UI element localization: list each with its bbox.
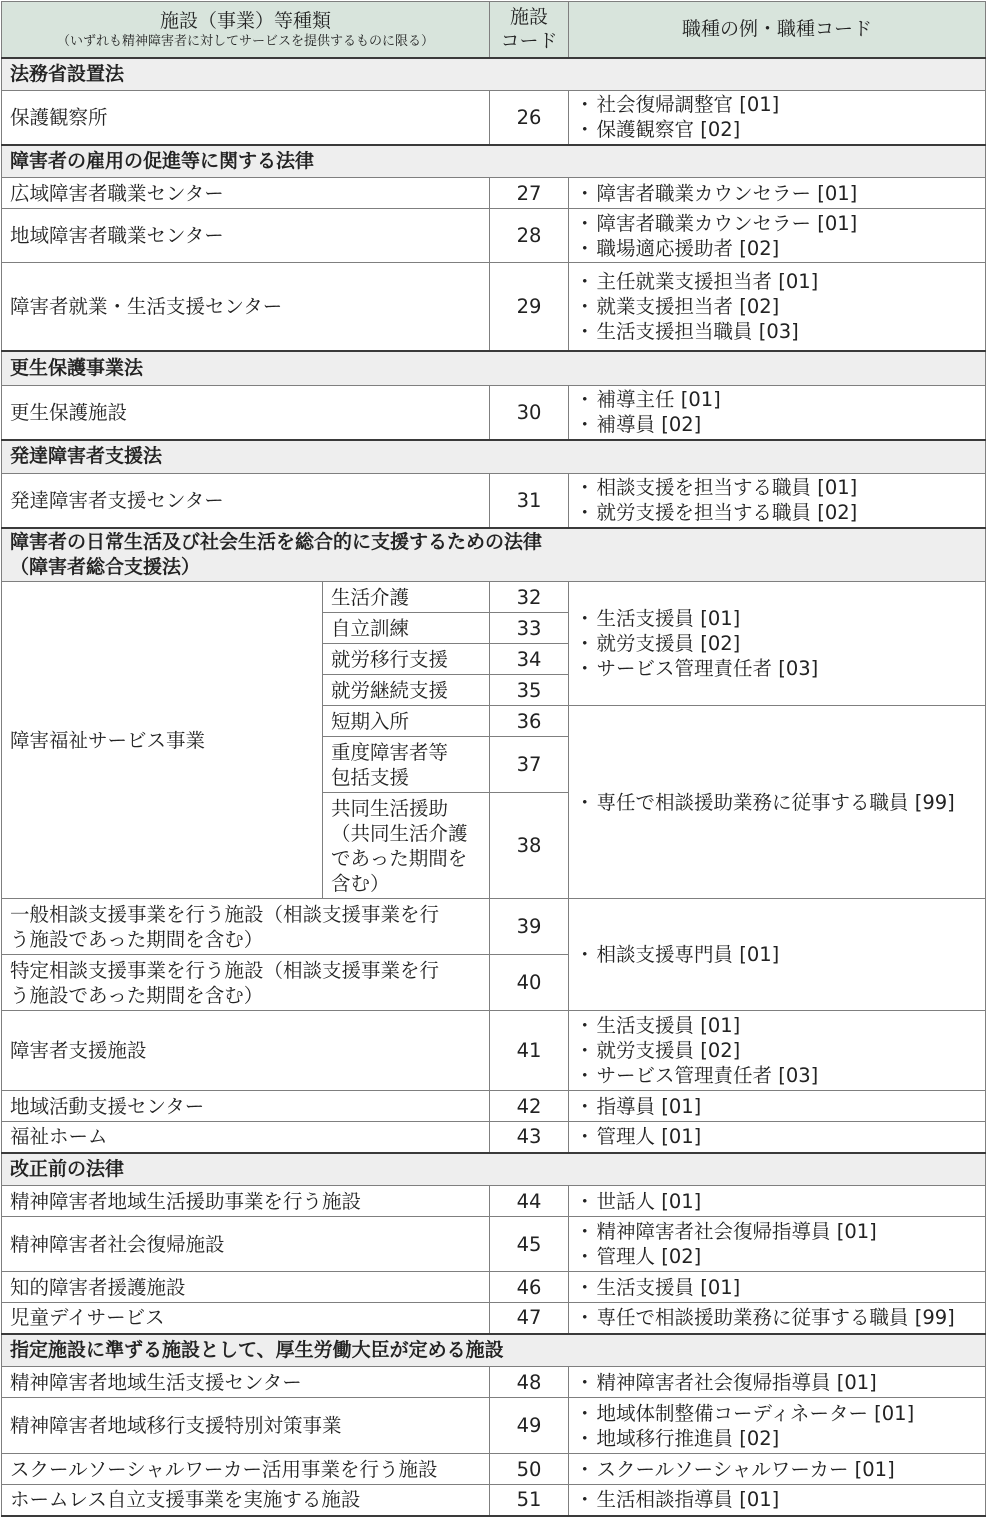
job-item: ・ 主任就業支援担当者 [01]: [575, 269, 977, 294]
job-list: [569, 706, 986, 899]
sub-service-name: 重度障害者等 包括支援: [323, 737, 490, 793]
header-job-examples: 職種の例・職種コード: [569, 2, 986, 58]
facility-name: 特定相談支援事業を行う施設（相談支援事業を行 う施設であった期間を含む）: [2, 955, 490, 1011]
facility-name: 知的障害者援護施設: [2, 1272, 490, 1303]
facility-name: 障害福祉サービス事業: [2, 582, 323, 899]
table-row: [2, 1186, 986, 1217]
facility-name: 児童デイサービス: [2, 1303, 490, 1334]
facility-code: 39: [490, 899, 569, 955]
facility-code: 49: [490, 1398, 569, 1454]
facility-code: 38: [490, 793, 569, 899]
job-list: [569, 1217, 986, 1272]
table-row: [2, 1367, 986, 1398]
facility-code: 44: [490, 1186, 569, 1217]
job-item: ・ 就労支援員 [02]: [575, 1038, 977, 1063]
job-list: [569, 1485, 986, 1516]
facility-code: 43: [490, 1122, 569, 1153]
section-title: 更生保護事業法: [2, 351, 986, 386]
table-row: [2, 899, 986, 955]
job-item: ・ 生活支援員 [01]: [575, 606, 977, 631]
job-item: ・ 職場適応援助者 [02]: [575, 236, 977, 261]
facility-name: 精神障害者地域生活支援センター: [2, 1367, 490, 1398]
facility-name: ホームレス自立支援事業を実施する施設: [2, 1485, 490, 1516]
job-item: ・ 精神障害者社会復帰指導員 [01]: [575, 1219, 977, 1244]
job-list: [569, 178, 986, 209]
job-item: ・ 保護観察官 [02]: [575, 117, 977, 142]
sub-service-name: 共同生活援助 （共同生活介護 であった期間を 含む）: [323, 793, 490, 899]
facility-name: 精神障害者地域移行支援特別対策事業: [2, 1398, 490, 1454]
facility-code: 33: [490, 613, 569, 644]
facility-code: 40: [490, 955, 569, 1011]
table-row: [2, 1485, 986, 1516]
facility-code: 45: [490, 1217, 569, 1272]
job-item: ・ スクールソーシャルワーカー [01]: [575, 1457, 977, 1482]
job-item: ・ 生活支援担当職員 [03]: [575, 319, 977, 344]
sub-service-name: 短期入所: [323, 706, 490, 737]
job-item: ・ 専任で相談援助業務に従事する職員 [99]: [575, 1305, 977, 1330]
facility-code: 31: [490, 474, 569, 528]
section-title: 指定施設に準ずる施設として、厚生労働大臣が定める施設: [2, 1334, 986, 1367]
table-row: [2, 1011, 986, 1091]
facility-name: スクールソーシャルワーカー活用事業を行う施設: [2, 1454, 490, 1485]
facility-name: 更生保護施設: [2, 386, 490, 440]
job-item: ・ 相談支援専門員 [01]: [575, 942, 977, 967]
job-list: [569, 1303, 986, 1334]
table-row: [2, 209, 986, 263]
section-title: 改正前の法律: [2, 1153, 986, 1186]
job-item: ・ 補導主任 [01]: [575, 387, 977, 412]
facility-code: 50: [490, 1454, 569, 1485]
job-list: [569, 1454, 986, 1485]
section-title: 障害者の日常生活及び社会生活を総合的に支援するための法律 （障害者総合支援法）: [2, 528, 986, 582]
table-row: [2, 1272, 986, 1303]
facility-name: 広域障害者職業センター: [2, 178, 490, 209]
header-facility-code: 施設 コード: [490, 2, 569, 58]
job-item: ・ 障害者職業カウンセラー [01]: [575, 211, 977, 236]
job-list: [569, 474, 986, 528]
table-row: [2, 263, 986, 351]
table-row: [2, 474, 986, 528]
facility-code: 32: [490, 582, 569, 613]
header-facility-type: 施設（事業）等種類 （いずれも精神障害者に対してサービスを提供するものに限る）: [2, 2, 490, 58]
sub-service-name: 生活介護: [323, 582, 490, 613]
table-row: [2, 386, 986, 440]
job-item: ・ 指導員 [01]: [575, 1094, 977, 1119]
job-list: [569, 1367, 986, 1398]
job-list: [569, 1011, 986, 1091]
job-item: ・ サービス管理責任者 [03]: [575, 656, 977, 681]
job-item: ・ 就労支援を担当する職員 [02]: [575, 500, 977, 525]
job-item: ・ 管理人 [02]: [575, 1244, 977, 1269]
job-item: ・ 就業支援担当者 [02]: [575, 294, 977, 319]
table-row: [2, 178, 986, 209]
facility-name: 障害者就業・生活支援センター: [2, 263, 490, 351]
job-item: ・ 地域体制整備コーディネーター [01]: [575, 1401, 977, 1426]
facility-code: 26: [490, 91, 569, 145]
facility-name: 発達障害者支援センター: [2, 474, 490, 528]
facility-code: 41: [490, 1011, 569, 1091]
section-title: 発達障害者支援法: [2, 440, 986, 474]
job-item: ・ 専任で相談援助業務に従事する職員 [99]: [575, 790, 977, 815]
sub-service-name: 自立訓練: [323, 613, 490, 644]
facility-name: 一般相談支援事業を行う施設（相談支援事業を行 う施設であった期間を含む）: [2, 899, 490, 955]
facility-name: 障害者支援施設: [2, 1011, 490, 1091]
job-item: ・ 管理人 [01]: [575, 1124, 977, 1149]
section-title: 障害者の雇用の促進等に関する法律: [2, 145, 986, 178]
job-item: ・ 地域移行推進員 [02]: [575, 1426, 977, 1451]
job-list: [569, 91, 986, 145]
job-list: [569, 263, 986, 351]
job-item: ・ 世話人 [01]: [575, 1189, 977, 1214]
job-list: [569, 1272, 986, 1303]
job-item: ・ 生活支援員 [01]: [575, 1013, 977, 1038]
job-item: ・ 障害者職業カウンセラー [01]: [575, 181, 977, 206]
facility-code: 51: [490, 1485, 569, 1516]
facility-code: 42: [490, 1091, 569, 1122]
job-item: ・ 生活相談指導員 [01]: [575, 1487, 977, 1512]
job-list: [569, 1122, 986, 1153]
table-row: [2, 1303, 986, 1334]
job-list: [569, 899, 986, 1011]
table-row: [2, 91, 986, 145]
facility-code: 46: [490, 1272, 569, 1303]
facility-code: 47: [490, 1303, 569, 1334]
job-item: ・ 補導員 [02]: [575, 412, 977, 437]
facility-code: 37: [490, 737, 569, 793]
job-item: ・ 相談支援を担当する職員 [01]: [575, 475, 977, 500]
job-list: [569, 386, 986, 440]
facility-code-table: [1, 1, 986, 1517]
facility-code: 48: [490, 1367, 569, 1398]
facility-code: 34: [490, 644, 569, 675]
facility-code: 28: [490, 209, 569, 263]
section-title: 法務省設置法: [2, 58, 986, 91]
job-list: [569, 1091, 986, 1122]
table-row: [2, 1398, 986, 1454]
facility-code: 27: [490, 178, 569, 209]
facility-name: 保護観察所: [2, 91, 490, 145]
facility-name: 地域活動支援センター: [2, 1091, 490, 1122]
facility-name: 精神障害者社会復帰施設: [2, 1217, 490, 1272]
job-list: [569, 582, 986, 706]
facility-code: 29: [490, 263, 569, 351]
facility-code: 35: [490, 675, 569, 706]
job-list: [569, 209, 986, 263]
sub-service-name: 就労移行支援: [323, 644, 490, 675]
job-item: ・ 社会復帰調整官 [01]: [575, 92, 977, 117]
job-item: ・ 生活支援員 [01]: [575, 1275, 977, 1300]
table-row: [2, 1217, 986, 1272]
facility-code: 36: [490, 706, 569, 737]
facility-code: 30: [490, 386, 569, 440]
job-list: [569, 1186, 986, 1217]
facility-name: 精神障害者地域生活援助事業を行う施設: [2, 1186, 490, 1217]
job-item: ・ 就労支援員 [02]: [575, 631, 977, 656]
table-row: [2, 1454, 986, 1485]
sub-service-name: 就労継続支援: [323, 675, 490, 706]
facility-name: 地域障害者職業センター: [2, 209, 490, 263]
table-row: [2, 1091, 986, 1122]
job-item: ・ サービス管理責任者 [03]: [575, 1063, 977, 1088]
facility-name: 福祉ホーム: [2, 1122, 490, 1153]
job-item: ・ 精神障害者社会復帰指導員 [01]: [575, 1370, 977, 1395]
table-row: [2, 582, 986, 613]
table-row: [2, 1122, 986, 1153]
job-list: [569, 1398, 986, 1454]
